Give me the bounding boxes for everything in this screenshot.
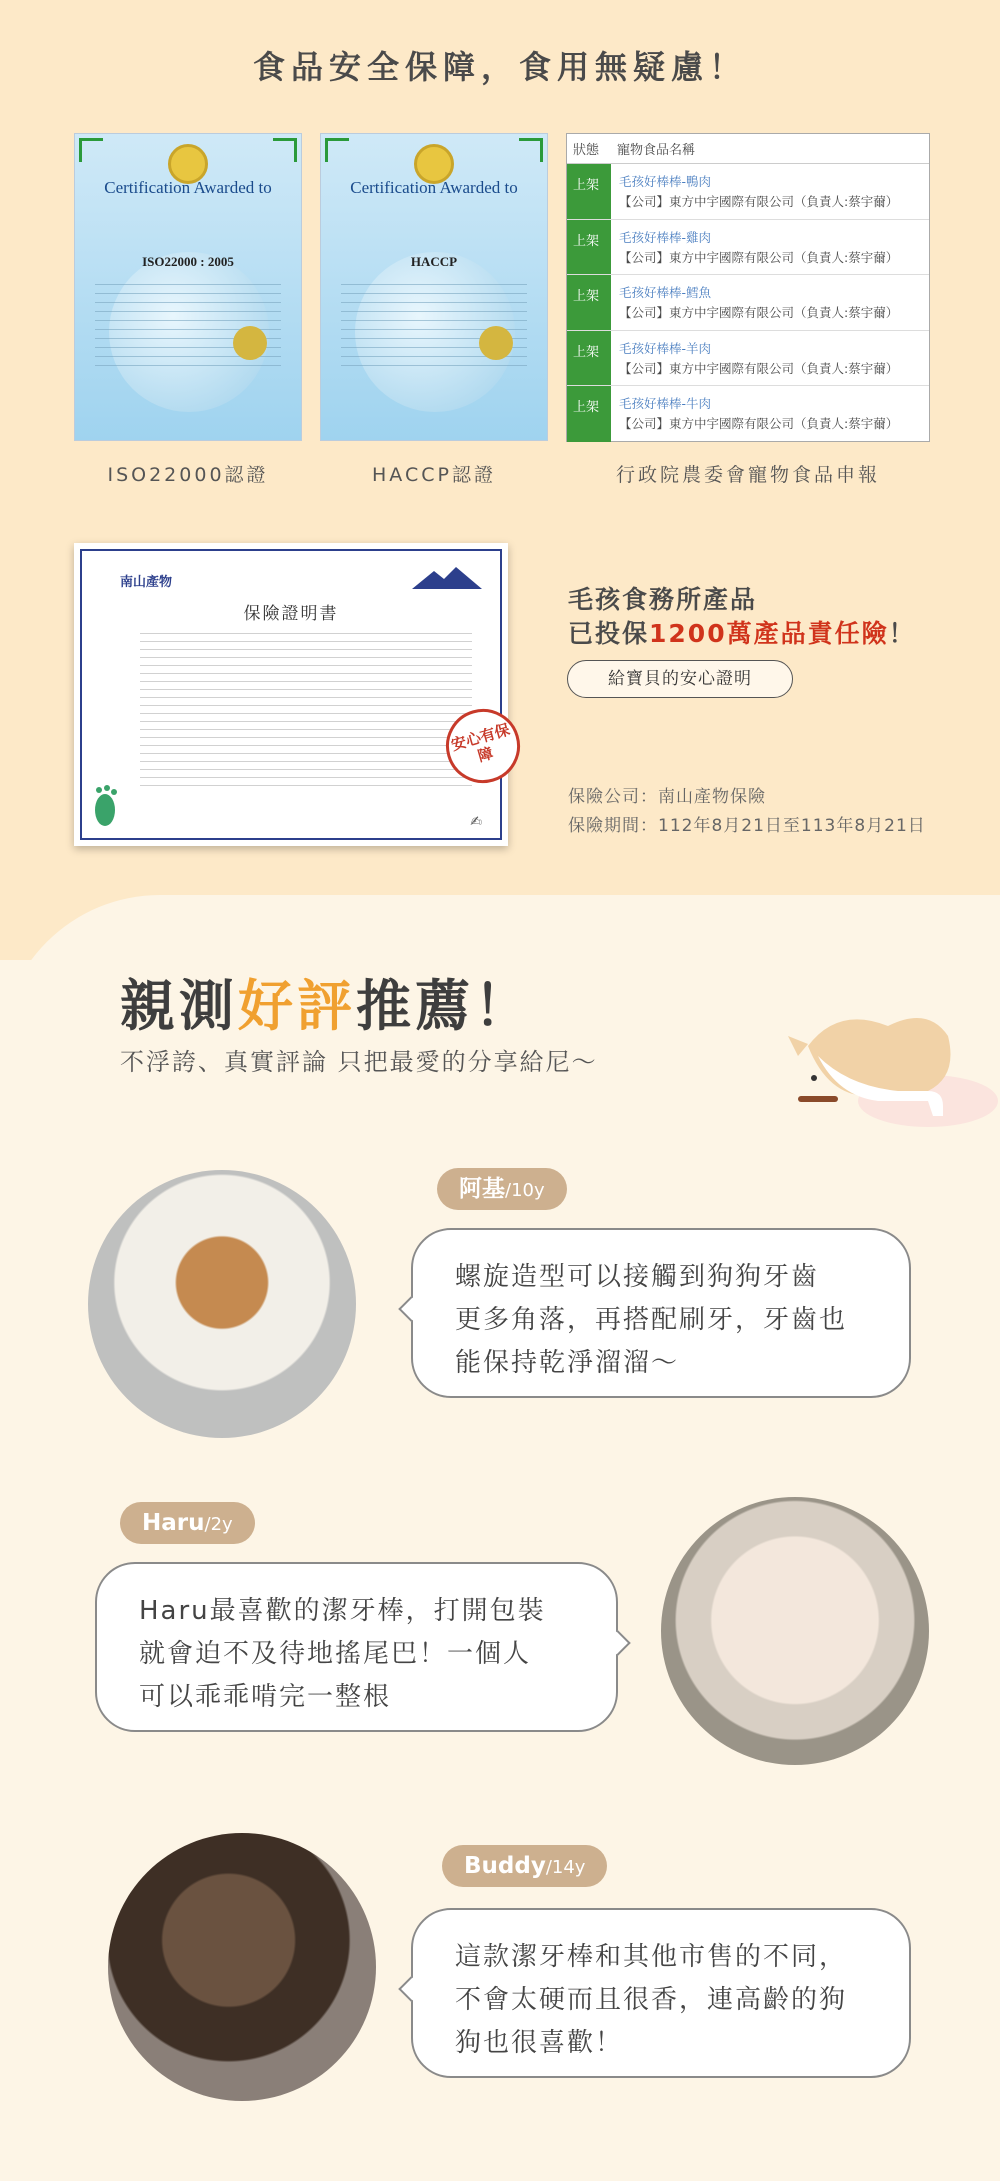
reviewer-age: /10y (505, 1180, 545, 1201)
reviewer-tag (120, 1502, 255, 1544)
document-title: 保險證明書 (243, 604, 339, 624)
mountain-logo-icon (412, 565, 482, 589)
table-header (567, 134, 929, 164)
reviewer-name: Haru (142, 1510, 205, 1536)
table-row (567, 220, 929, 276)
product-name: 毛孩好棒棒-鱈魚 (619, 285, 712, 301)
dog-photo-aki (88, 1170, 356, 1438)
reviewer-age: /14y (545, 1857, 586, 1878)
iso22000-certificate (74, 133, 302, 441)
review-line: 這款潔牙棒和其他市售的不同， (455, 1942, 848, 1972)
product-name: 毛孩好棒棒-鴨肉 (619, 174, 712, 189)
reviewer-name: Buddy (464, 1853, 546, 1879)
haccp-certificate (320, 133, 548, 441)
certificate-standard: ISO22000 : 2005 (142, 254, 234, 269)
insurance-company: 保險公司：南山產物保險 (568, 787, 766, 807)
reviewer-tag (437, 1168, 567, 1210)
safety-title: 食品安全保障，食用無疑慮！ (252, 48, 747, 86)
insurer-logo: 南山產物 (120, 575, 173, 590)
insurance-certificate (74, 543, 512, 846)
dog-chewing-illustration-icon (778, 996, 998, 1156)
insurance-period: 保險期間：112年8月21日至113年8月21日 (568, 816, 926, 836)
insurance-headline-2: 已投保1200萬產品責任險！ (568, 619, 916, 648)
proof-pill: 給寶貝的安心證明 (567, 660, 793, 698)
reviewer-tag (442, 1845, 607, 1887)
reviews-title: 親測好評推薦！ (120, 974, 534, 1038)
review-bubble (411, 1228, 911, 1398)
insurance-amount: 1200萬產品責任險 (649, 619, 889, 648)
status-column-header: 狀態 (573, 143, 600, 158)
product-name: 毛孩好棒棒-雞肉 (619, 229, 712, 245)
certificate-heading: Certification Awarded to (350, 178, 518, 197)
pet-food-registry-table (566, 133, 930, 442)
reviewer-age: /2y (204, 1514, 233, 1535)
status-badge: 上架 (567, 220, 611, 275)
table-row (567, 331, 929, 387)
table-row (567, 386, 929, 442)
company-name: 【公司】東方中宇國際有限公司（負責人:蔡宇薾） (619, 416, 899, 432)
dog-photo-haru (661, 1497, 929, 1765)
status-badge: 上架 (567, 386, 611, 442)
registry-caption: 行政院農委會寵物食品申報 (615, 464, 880, 486)
review-line: 就會迫不及待地搖尾巴！一個人 (139, 1639, 532, 1669)
review-line: 更多角落，再搭配刷牙，牙齒也 (455, 1305, 848, 1335)
reviewer-name: 阿基 (459, 1176, 505, 1202)
haccp-caption: HACCP認證 (372, 464, 496, 486)
product-name: 毛孩好棒棒-牛肉 (619, 396, 712, 412)
table-row (567, 164, 929, 220)
company-name: 【公司】東方中宇國際有限公司（負責人:蔡宇薾） (619, 249, 899, 265)
dog-photo-buddy (108, 1833, 376, 2101)
review-line: Haru最喜歡的潔牙棒，打開包裝 (139, 1596, 546, 1626)
company-name: 【公司】東方中宇國際有限公司（負責人:蔡宇薾） (619, 360, 899, 376)
signature: ✍ (470, 814, 482, 830)
insurance-headline-1: 毛孩食務所產品 (568, 585, 758, 614)
status-badge: 上架 (567, 275, 611, 330)
review-line: 螺旋造型可以接觸到狗狗牙齒 (455, 1262, 820, 1292)
name-column-header: 寵物食品名稱 (617, 143, 696, 158)
gold-seal-icon (479, 326, 513, 360)
company-name: 【公司】東方中宇國際有限公司（負責人:蔡宇薾） (619, 305, 899, 321)
gold-seal-icon (233, 326, 267, 360)
review-line: 能保持乾淨溜溜～ (455, 1348, 680, 1378)
status-badge: 上架 (567, 331, 611, 386)
company-name: 【公司】東方中宇國際有限公司（負責人:蔡宇薾） (619, 194, 899, 209)
review-line: 可以乖乖啃完一整根 (139, 1682, 392, 1712)
review-bubble (95, 1562, 618, 1732)
certificate-standard: HACCP (410, 254, 458, 269)
review-line: 不會太硬而且很香，連高齡的狗 (455, 1985, 848, 2015)
status-badge: 上架 (567, 164, 611, 219)
iso22000-caption: ISO22000認證 (107, 464, 269, 486)
review-line: 狗也很喜歡！ (455, 2028, 624, 2058)
carbon-footprint-icon (90, 784, 120, 828)
certificate-heading: Certification Awarded to (104, 178, 272, 197)
table-row (567, 275, 929, 331)
assurance-stamp: 安心有保障 (437, 700, 529, 792)
review-bubble (411, 1908, 911, 2078)
reviews-subtitle: 不浮誇、真實評論 只把最愛的分享給尼～ (120, 1048, 598, 1076)
product-name: 毛孩好棒棒-羊肉 (619, 340, 712, 356)
